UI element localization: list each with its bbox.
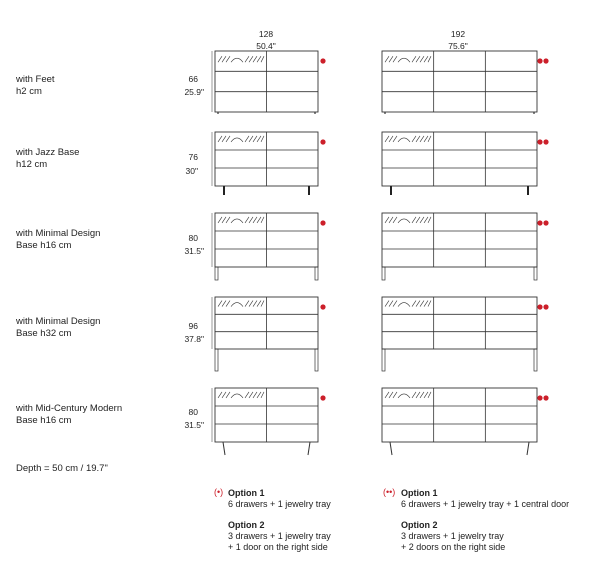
option-marker-single [320, 139, 325, 144]
col2-option1-desc: 6 drawers + 1 jewelry tray + 1 central door [401, 499, 570, 509]
row3-height-cm: 80 [188, 233, 198, 243]
option-marker-double [537, 304, 542, 309]
col2-width-in: 75.6" [448, 41, 468, 51]
cabinet-128-jewelry-tray [218, 217, 264, 223]
col1-option1-desc: 6 drawers + 1 jewelry tray [228, 499, 331, 509]
cabinet-192-body [382, 213, 537, 267]
cabinet-192-jewelry-tray [385, 56, 431, 62]
cabinet-128-jewelry-tray [218, 392, 264, 398]
base-192-leg [382, 349, 385, 371]
row2-label: with Jazz Base [16, 147, 80, 158]
base-128-leg [308, 442, 310, 455]
base-192-leg [534, 267, 537, 280]
option-marker-double [543, 58, 548, 63]
option-marker-double [537, 220, 542, 225]
base-128-leg [215, 267, 218, 280]
legend-marker-single: (•) [214, 487, 224, 497]
row5-height-in: 31.5" [184, 420, 204, 430]
row4-sublabel: Base h32 cm [16, 328, 72, 339]
option-marker-double [543, 304, 548, 309]
row5-height-cm: 80 [188, 407, 198, 417]
cabinet-192-body [382, 388, 537, 442]
option-marker-double [537, 395, 542, 400]
col1-option1-title: Option 1 [228, 488, 265, 498]
depth-note: Depth = 50 cm / 19.7" [16, 463, 108, 474]
col2-width-cm: 192 [450, 29, 466, 39]
option-marker-double [537, 58, 542, 63]
option-marker-single [320, 58, 325, 63]
col1-width-cm: 128 [258, 29, 274, 39]
col2-option2-title: Option 2 [401, 520, 438, 530]
row3-height-in: 31.5" [184, 246, 204, 256]
base-128-leg [315, 349, 318, 371]
row3-label: with Minimal Design [16, 228, 101, 239]
option-marker-double [543, 139, 548, 144]
row1-label: with Feet [16, 74, 55, 85]
cabinet-192-jewelry-tray [385, 136, 431, 142]
option-marker-double [537, 139, 542, 144]
base-128-leg [223, 442, 225, 455]
cabinet-128-jewelry-tray [218, 301, 264, 307]
col2-option2-line2: + 2 doors on the right side [401, 542, 506, 552]
base-192-leg [382, 267, 385, 280]
base-192-leg [534, 349, 537, 371]
option-marker-double [543, 220, 548, 225]
base-128-leg [223, 186, 225, 195]
cabinet-192-jewelry-tray [385, 217, 431, 223]
base-192-leg [527, 442, 529, 455]
col2-option2-line1: 3 drawers + 1 jewelry tray [401, 531, 504, 541]
col1-option2-line2: + 1 door on the right side [228, 542, 328, 552]
row4-height-cm: 96 [188, 321, 198, 331]
col2-option1-title: Option 1 [401, 488, 438, 498]
row2-height-in: 30" [185, 166, 198, 176]
col1-width-in: 50.4" [256, 41, 276, 51]
col1-option2-line1: 3 drawers + 1 jewelry tray [228, 531, 331, 541]
row2-height-cm: 76 [188, 152, 198, 162]
base-192-leg [390, 442, 392, 455]
cabinet-128-jewelry-tray [218, 56, 264, 62]
base-128-leg [308, 186, 310, 195]
cabinet-192-jewelry-tray [385, 301, 431, 307]
cabinet-192-body [382, 132, 537, 186]
cabinet-128-jewelry-tray [218, 136, 264, 142]
base-128-leg [315, 267, 318, 280]
row2-sublabel: h12 cm [16, 159, 48, 170]
option-marker-single [320, 304, 325, 309]
option-marker-single [320, 220, 325, 225]
base-192-leg [527, 186, 529, 195]
row5-sublabel: Base h16 cm [16, 415, 72, 426]
col1-option2-title: Option 2 [228, 520, 265, 530]
option-marker-single [320, 395, 325, 400]
option-marker-double [543, 395, 548, 400]
cabinet-192-body [382, 297, 537, 349]
row5-label: with Mid-Century Modern [16, 403, 123, 414]
base-128-leg [215, 349, 218, 371]
row1-sublabel: h2 cm [16, 86, 42, 97]
row1-height-in: 25.9" [184, 87, 204, 97]
row1-height-cm: 66 [188, 74, 198, 84]
cabinet-192-body [382, 51, 537, 112]
cabinet-192-jewelry-tray [385, 392, 431, 398]
row4-height-in: 37.8" [184, 334, 204, 344]
legend-marker-double: (••) [383, 487, 396, 497]
row4-label: with Minimal Design [16, 316, 101, 327]
base-192-leg [390, 186, 392, 195]
row3-sublabel: Base h16 cm [16, 240, 72, 251]
